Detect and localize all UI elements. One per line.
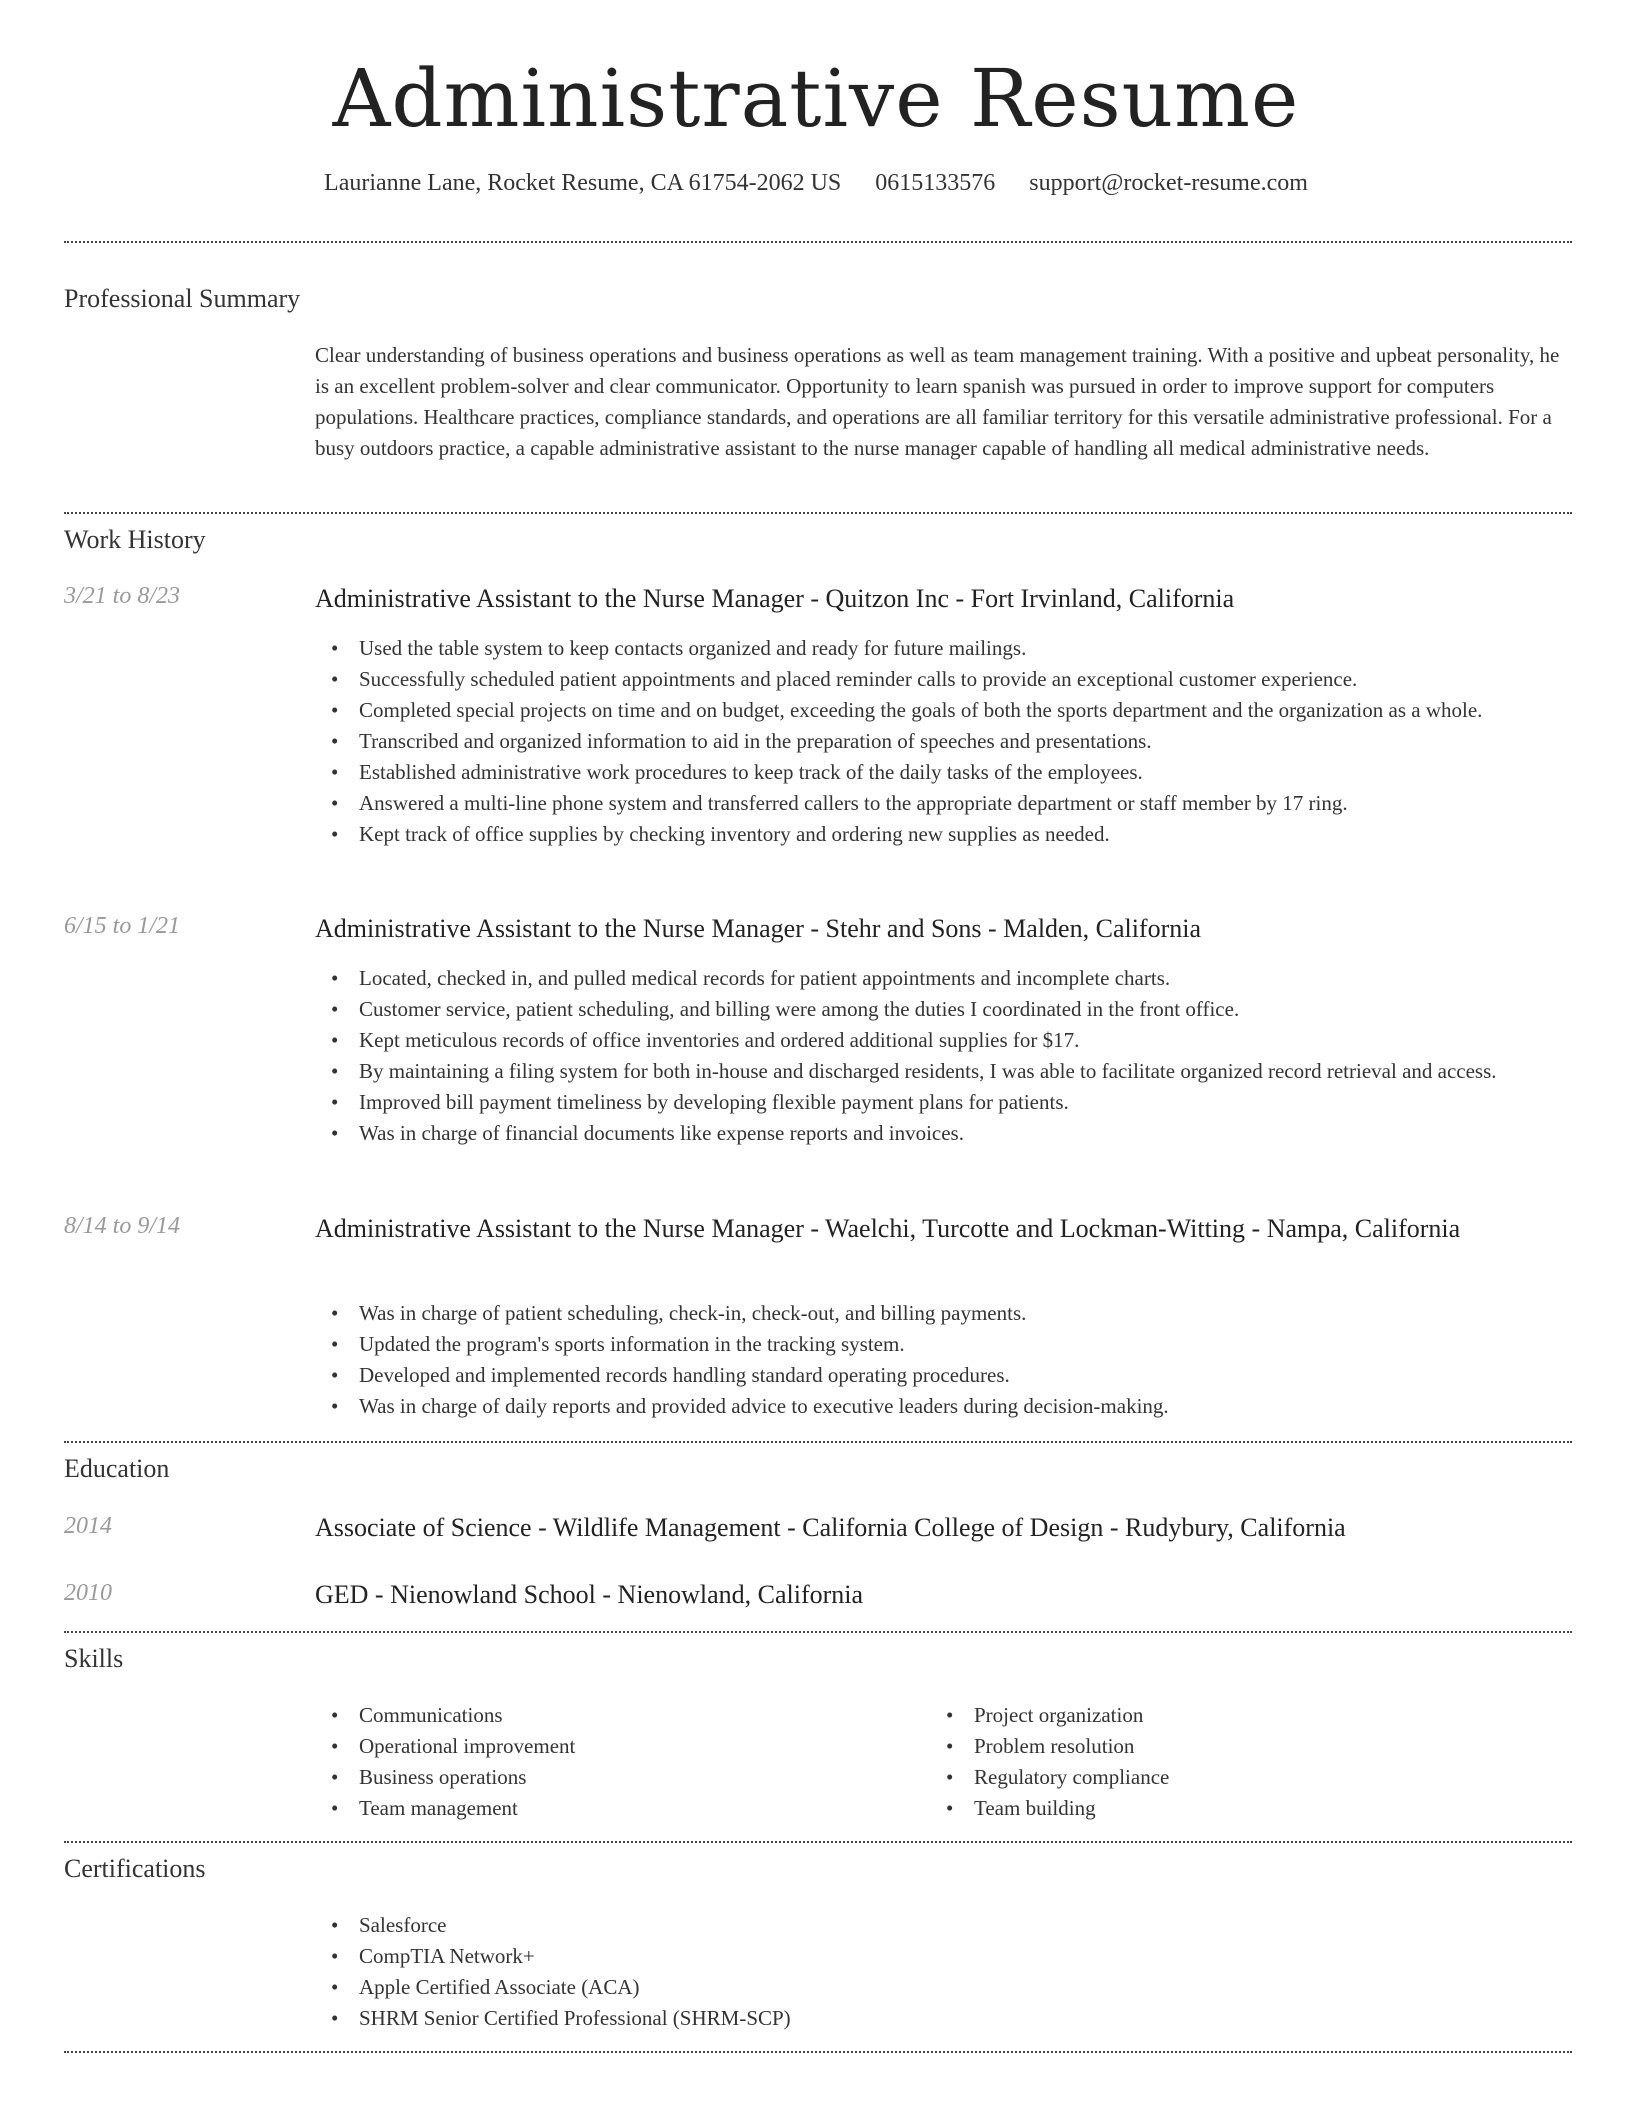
job-title: Administrative Assistant to the Nurse Manager - Stehr and Sons - Malden, California — [315, 914, 1202, 943]
list-item: • Kept track of office supplies by checking inventory and ordering new supplies as needed. — [359, 819, 1616, 850]
list-item: • By maintaining a filing system for both in-house and discharged residents, I was able to facilitate organized record retrieval and access. — [359, 1056, 1616, 1087]
job-bullets — [315, 963, 1616, 1149]
list-item: • Established administrative work procedures to keep track of the daily tasks of the employees. — [359, 757, 1616, 788]
list-item: • SHRM Senior Certified Professional (SHRM-SCP) — [359, 2003, 1616, 2034]
education-year: 2010 — [64, 1580, 112, 1606]
section-title-certifications: Certifications — [64, 1854, 206, 1883]
divider — [64, 512, 1572, 514]
list-item: • Used the table system to keep contacts organized and ready for future mailings. — [359, 633, 1616, 664]
list-item: • Kept meticulous records of office inventories and ordered additional supplies for $17. — [359, 1025, 1616, 1056]
list-item: • Completed special projects on time and on budget, exceeding the goals of both the sports department and the organization as a whole. — [359, 695, 1616, 726]
list-item: • Answered a multi-line phone system and transferred callers to the appropriate department or staff member by 17 ring. — [359, 788, 1616, 819]
divider — [64, 1841, 1572, 1843]
job-title: Administrative Assistant to the Nurse Manager - Waelchi, Turcotte and Lockman-Witting - Nampa, California — [315, 1214, 1461, 1243]
list-item: • Located, checked in, and pulled medical records for patient appointments and incomplete charts. — [359, 963, 1616, 994]
job-dates: 8/14 to 9/14 — [64, 1213, 181, 1239]
list-item: • Customer service, patient scheduling, and billing were among the duties I coordinated in the front office. — [359, 994, 1616, 1025]
list-item: • Successfully scheduled patient appointments and placed reminder calls to provide an exceptional customer experience. — [359, 664, 1616, 695]
section-title-work: Work History — [64, 525, 206, 554]
job-title: Administrative Assistant to the Nurse Manager - Quitzon Inc - Fort Irvinland, California — [315, 584, 1235, 613]
education-entry: Associate of Science - Wildlife Management - California College of Design - Rudybury, California — [315, 1513, 1346, 1542]
list-item: • Regulatory compliance — [974, 1762, 1574, 1793]
divider — [64, 241, 1572, 243]
contact-phone: 0615133576 — [875, 170, 996, 196]
certifications-list — [315, 1910, 1616, 2034]
list-item: • Transcribed and organized information to aid in the preparation of speeches and presentations. — [359, 726, 1616, 757]
section-title-education: Education — [64, 1454, 170, 1483]
list-item: • Improved bill payment timeliness by developing flexible payment plans for patients. — [359, 1087, 1616, 1118]
job-bullets — [315, 1298, 1616, 1422]
section-title-summary: Professional Summary — [64, 284, 301, 313]
list-item: • Updated the program's sports information in the tracking system. — [359, 1329, 1616, 1360]
list-item: • Team management — [359, 1793, 959, 1824]
list-item: • Operational improvement — [359, 1731, 959, 1762]
list-item: • Project organization — [974, 1700, 1574, 1731]
skills-list-left — [315, 1700, 959, 1824]
contact-address: Laurianne Lane, Rocket Resume, CA 61754-2062 US — [324, 170, 842, 196]
skills-list-right — [930, 1700, 1574, 1824]
divider — [64, 2051, 1572, 2053]
job-dates: 3/21 to 8/23 — [64, 583, 181, 609]
list-item: • Was in charge of patient scheduling, check-in, check-out, and billing payments. — [359, 1298, 1616, 1329]
divider — [64, 1631, 1572, 1633]
list-item: • Apple Certified Associate (ACA) — [359, 1972, 1616, 2003]
section-title-skills: Skills — [64, 1644, 124, 1673]
divider — [64, 1441, 1572, 1443]
list-item: • CompTIA Network+ — [359, 1941, 1616, 1972]
contact-line — [0, 170, 1632, 197]
list-item: • Communications — [359, 1700, 959, 1731]
list-item: • Team building — [974, 1793, 1574, 1824]
contact-email: support@rocket-resume.com — [1029, 170, 1308, 196]
list-item: • Problem resolution — [974, 1731, 1574, 1762]
list-item: • Was in charge of daily reports and provided advice to executive leaders during decision-making. — [359, 1391, 1616, 1422]
resume-title: Administrative Resume — [332, 52, 1300, 145]
education-year: 2014 — [64, 1513, 112, 1539]
education-entry: GED - Nienowland School - Nienowland, California — [315, 1580, 864, 1609]
list-item: • Business operations — [359, 1762, 959, 1793]
summary-text: Clear understanding of business operations and business operations as well as team management training. With a positive and upbeat personality, he is an excellent problem-solver and clear communicator. Opportunity to learn spanish was pursued in order to improve support for computers populations. Healthcare practices, compliance standards, and operations are all familiar territory for this versatile administrative professional. For a busy outdoors practice, a capable administrative assistant to the nurse manager capable of handling all medical administrative needs. — [315, 343, 1560, 460]
list-item: • Salesforce — [359, 1910, 1616, 1941]
list-item: • Was in charge of financial documents like expense reports and invoices. — [359, 1118, 1616, 1149]
job-dates: 6/15 to 1/21 — [64, 913, 181, 939]
list-item: • Developed and implemented records handling standard operating procedures. — [359, 1360, 1616, 1391]
job-bullets — [315, 633, 1616, 850]
